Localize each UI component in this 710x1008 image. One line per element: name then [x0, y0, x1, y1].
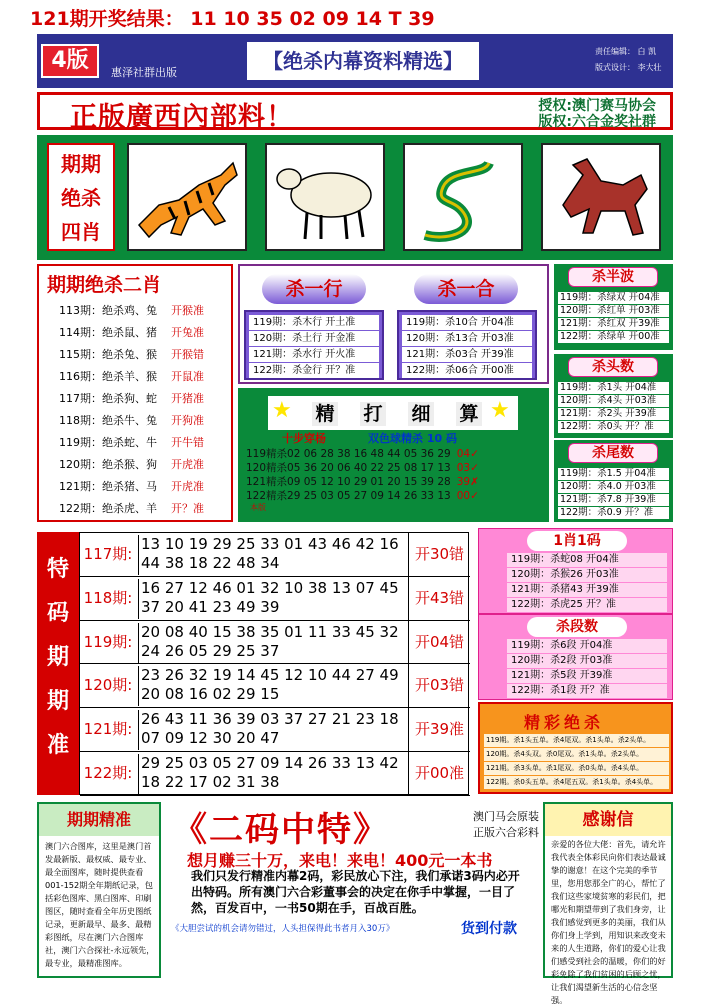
precise-calc-title [268, 396, 518, 430]
seg-row: 119期：杀6段 开04准 [507, 639, 667, 653]
calc-mark: 39✗ [456, 476, 479, 488]
special-code-grid [79, 532, 469, 795]
special-code-period: 122期: [83, 764, 133, 782]
special-code-row [80, 664, 470, 708]
kill4-animals [37, 135, 673, 260]
wonderful-kill-row: 121期。杀3头单。杀1尾双。杀0头单。杀4头单。 [484, 762, 669, 775]
killhe-row: 122期：杀06合 开00准 [402, 363, 532, 378]
precise-calc [238, 388, 549, 522]
special-code-row [80, 752, 470, 796]
kill2-period: 119期：绝杀蛇、牛 [59, 436, 157, 449]
precise-sub2: 双色球精杀 10 码 [368, 432, 457, 445]
halfwave-row: 119期：杀绿双 开04准 [558, 292, 669, 304]
wonderful-kill-title: 精彩绝杀 [524, 713, 605, 732]
head-title: 杀头数 [568, 357, 658, 377]
kill4-label [47, 143, 115, 251]
kill2-period: 122期：绝杀虎、羊 [59, 502, 157, 515]
killhe-row: 119期：杀10合 开04准 [402, 315, 532, 330]
cash-on-delivery: 货到付款 [461, 921, 517, 937]
banner-auth: 授权:澳门赛马协会 [538, 98, 656, 114]
kill-row-title: 杀一行 [262, 274, 366, 304]
kill-he-title: 杀一合 [414, 274, 518, 304]
seg-row: 120期：杀2段 开03准 [507, 654, 667, 668]
banner-copy: 版权:六合金奖社群 [538, 114, 656, 130]
seg-title: 杀段数 [527, 617, 627, 637]
kill2-period: 115期：绝杀兔、猴 [59, 348, 157, 361]
kill2-result: 开虎准 [171, 480, 204, 493]
editor: 责任编辑： 白 凯 [595, 47, 657, 56]
calc-mark: 00✓ [456, 490, 479, 502]
x1-row: 122期：杀虎25 开？准 [507, 598, 667, 612]
kill2-period: 114期：绝杀鼠、猪 [59, 326, 157, 339]
two-code-title: 《二码中特》 [173, 810, 389, 850]
head-row: 119期：杀1头 开04准 [558, 382, 669, 394]
special-code-row [80, 621, 470, 665]
special-code-numbers: 29 25 03 05 27 09 14 26 33 13 42 18 22 17 02 31 38 [138, 754, 408, 794]
kill2-result: 开鼠准 [171, 370, 204, 383]
wonderful-kill-row: 122期。杀0头五单。杀4尾五双。杀1头单。杀4头单。 [484, 776, 669, 789]
tiger-image [127, 143, 247, 251]
special-code [37, 532, 469, 795]
footer [37, 802, 673, 1005]
kill2-row [59, 412, 204, 428]
kill2-result: 开猪准 [171, 392, 204, 405]
kill2-result: 开虎准 [171, 458, 204, 471]
wonderful-kill-row: 120期。杀4头双。杀0尾双。杀1头单。杀2头单。 [484, 748, 669, 761]
page-title: 【绝杀内幕资料精选】 [247, 42, 479, 80]
publisher: 惠泽社群出版 [111, 66, 177, 79]
special-code-result: 开39准 [408, 708, 470, 751]
header [37, 34, 673, 88]
kill2-result: 开猴准 [171, 304, 204, 317]
kill-two-title: 期期绝杀二肖 [47, 274, 162, 296]
wonderful-kill [478, 702, 673, 794]
special-code-result: 开04错 [408, 621, 470, 664]
kill-segment [478, 614, 673, 700]
title-char: 细 [408, 402, 434, 426]
x1-title: 1肖1码 [527, 531, 627, 551]
footer-right [543, 802, 673, 1005]
latest-result: 121期开奖结果： 11 10 35 02 09 14 T 39 [30, 8, 435, 30]
snake-image [403, 143, 523, 251]
kill2-row [59, 434, 204, 450]
kill2-result: 开牛错 [171, 436, 204, 449]
special-code-period: 119期: [83, 632, 133, 651]
half-wave-title: 杀半波 [568, 267, 658, 287]
footer-left-title: 期期精准 [39, 804, 159, 836]
banner [37, 92, 673, 133]
head-row: 121期：杀2头 开39准 [558, 408, 669, 420]
killrow-row: 120期：杀土行 开金准 [249, 331, 379, 346]
version-badge: 4版 [41, 44, 99, 78]
kill2-row [59, 478, 204, 494]
special-code-side [37, 532, 79, 795]
calc-numbers: 121精杀09 05 12 10 29 01 20 15 39 28 [246, 476, 451, 488]
kill2-result: 开？准 [171, 502, 204, 515]
x1-row: 121期：杀猪43 开39准 [507, 583, 667, 597]
kill2-period: 116期：绝杀羊、猴 [59, 370, 157, 383]
tail-number [554, 440, 673, 522]
x1-row: 120期：杀猴26 开03准 [507, 568, 667, 582]
special-code-row [80, 708, 470, 752]
calc-row [246, 488, 479, 503]
footer-middle [165, 802, 541, 978]
tail-row: 122期：杀0.9 开？准 [558, 507, 669, 519]
sheep-image [265, 143, 385, 251]
calc-numbers: 120精杀05 36 20 06 40 22 25 08 17 13 [246, 462, 451, 474]
title-char: 算 [456, 402, 482, 426]
kill4-label-text: 期期绝杀四肖 [61, 152, 101, 244]
calc-row [246, 460, 479, 475]
footer-tag1: 澳门马会原装 [473, 810, 539, 823]
kill2-period: 117期：绝杀狗、蛇 [59, 392, 157, 405]
calc-numbers: 119精杀02 06 28 38 16 48 44 05 36 29 [246, 448, 451, 460]
horse-image [541, 143, 661, 251]
half-wave [554, 264, 673, 350]
calc-row [246, 446, 479, 461]
designer: 版式设计： 李大壮 [595, 63, 662, 72]
tail-title: 杀尾数 [568, 443, 658, 463]
calc-row [246, 474, 479, 489]
calc-numbers: 122精杀29 25 03 05 27 09 14 26 33 13 [246, 490, 451, 502]
head-row: 120期：杀4头 开03准 [558, 395, 669, 407]
halfwave-row: 121期：杀红双 开39准 [558, 318, 669, 330]
kill2-period: 120期：绝杀猴、狗 [59, 458, 157, 471]
kill2-row [59, 324, 204, 340]
seg-row: 121期：杀5段 开39准 [507, 669, 667, 683]
banner-main: 正版廣西內部料！ [70, 102, 294, 133]
kill2-row [59, 368, 204, 384]
title-char: 精 [312, 402, 338, 426]
tail-row: 121期：杀7.8 开39准 [558, 494, 669, 506]
killrow-row: 122期：杀金行 开？准 [249, 363, 379, 378]
special-code-period: 117期: [83, 545, 133, 563]
killrow-row: 119期：杀木行 开土准 [249, 315, 379, 330]
footer-left [37, 802, 161, 978]
kill2-row [59, 390, 204, 406]
stamp: 本版 [250, 503, 266, 512]
calc-mark: 04✓ [456, 448, 479, 460]
tail-row: 119期：杀1.5 开04准 [558, 468, 669, 480]
kill2-row [59, 500, 204, 516]
kill2-result: 开猴错 [171, 348, 204, 361]
special-code-numbers: 20 08 40 15 38 35 01 11 33 45 32 24 26 05 29 25 37 [138, 623, 408, 663]
seg-row: 122期：杀1段 开？准 [507, 684, 667, 698]
kill2-row [59, 346, 204, 362]
killhe-row: 120期：杀13合 开03准 [402, 331, 532, 346]
kill2-row [59, 302, 204, 318]
head-row: 122期：杀0头 开？准 [558, 421, 669, 433]
kill-he-list [397, 310, 537, 380]
footer-bottom: 《大胆尝试的机会请勿错过，人头担保得此书者月入30万》 [171, 924, 395, 934]
footer-left-text: 澳门六合图库，这里是澳门首发最新版、最权威、最专业、最全面图库，随时提供查看001-152期全年期纸记录，包括彩色图库、黑白图库、印刷图区，随时查看全年历史图纸记录，更新最早、最多、最精彩图纸，尽在澳门六合图库社，澳门六合探社-永远领先，最专业，最精准图库。 [45, 841, 155, 968]
special-code-row [80, 533, 470, 577]
kill2-period: 113期：绝杀鸡、兔 [59, 304, 157, 317]
calc-mark: 03✓ [456, 462, 479, 474]
kill-two-zodiac [37, 264, 233, 522]
tail-row: 120期：杀4.0 开03准 [558, 481, 669, 493]
killrow-row: 121期：杀水行 开火准 [249, 347, 379, 362]
footer-body: 我们只发行精准内幕2码，彩民放心下注，我们承诺3码内必开出特码。所有澳门六合彩董事会的决定在你手中掌握，一目了然，百发百中，一书50期在手，百战百胜。 [191, 869, 520, 915]
special-code-numbers: 23 26 32 19 14 45 12 10 44 27 49 20 08 16 02 29 15 [138, 666, 408, 706]
kill2-result: 开兔准 [171, 326, 204, 339]
special-code-numbers: 16 27 12 46 01 32 10 38 13 07 45 37 20 41 23 49 39 [138, 579, 408, 619]
special-code-result: 开00准 [408, 752, 470, 795]
kill2-period: 121期：绝杀猪、马 [59, 480, 157, 493]
kill-row-list [244, 310, 384, 380]
footer-tag2: 正版六合彩料 [473, 826, 539, 839]
x1-row: 119期：杀蛇08 开04准 [507, 553, 667, 567]
halfwave-row: 120期：杀红单 开03准 [558, 305, 669, 317]
killhe-row: 121期：杀03合 开39准 [402, 347, 532, 362]
special-code-period: 120期: [83, 676, 133, 695]
kill2-row [59, 456, 204, 472]
special-code-result: 开30错 [408, 533, 470, 576]
kill-row-he [238, 264, 549, 384]
side-text: 特码期期准 [47, 557, 70, 758]
special-code-result: 开43错 [408, 577, 470, 620]
thanks-title: 感谢信 [545, 804, 671, 836]
kill2-period: 118期：绝杀牛、兔 [59, 414, 157, 427]
kill2-result: 开狗准 [171, 414, 204, 427]
special-code-result: 开03错 [408, 664, 470, 707]
special-code-numbers: 26 43 11 36 39 03 37 27 21 23 18 07 09 12 30 20 47 [138, 710, 408, 750]
editor-credits [595, 44, 662, 76]
special-code-row [80, 577, 470, 621]
title-char: 打 [360, 402, 386, 426]
special-code-period: 118期: [83, 588, 133, 607]
star-icon: ★ [272, 398, 292, 423]
wonderful-kill-row: 119期。杀1头五单。杀4尾双。杀1头单。杀2头单。 [484, 734, 669, 747]
special-code-period: 121期: [83, 720, 133, 739]
head-number [554, 354, 673, 438]
thanks-text: 亲爱的各位大佬：首先，请允许我代表全体彩民向你们表达最诚挚的谢意！在这个完美的季节里，您用您那全广的心，帮忙了我们这些家境贫寒的彩民们，把哪光和期望带到了我们身旁，让我们感觉到更多的美丽，我们从你们身上学到，用知识来改变未来的人生道路，你们的爱心让我们感受到社会的温暖，你们的好彩免除了我们贫困的后顾之忧，让我们渴望新生活的心信念坚强。 [551, 839, 666, 1005]
footer-slogan: 想月赚三十万，来电！来电！400元一本书 [187, 851, 493, 870]
one-zodiac-one-code [478, 528, 673, 614]
halfwave-row: 122期：杀绿单 开00准 [558, 331, 669, 343]
special-code-numbers: 13 10 19 29 25 33 01 43 46 42 16 44 38 18 22 48 34 [138, 535, 408, 575]
precise-sub1: 十步穿杨 [282, 432, 326, 445]
star-icon: ★ [490, 398, 510, 423]
